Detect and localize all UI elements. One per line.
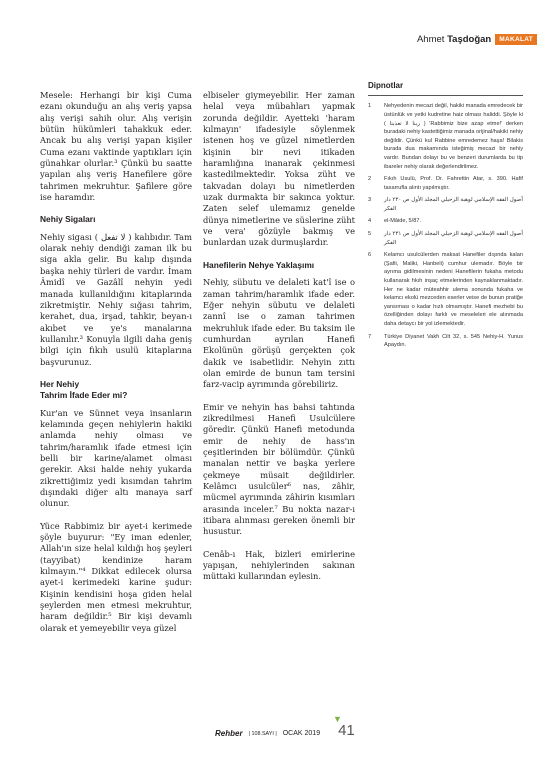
paragraph: Mesele: Herhangi bir kişi Cuma ezanı okunduğu an alış veriş yapsa alış verişi sahih olur. Alış verişin bütün hükümleri tahakkuk eder. Ancak bu alış verişi yapan kişiler Cuma ezanı vaktinde yaptıkları için günahkar olurlar.³ Çünkü bu saatte yapılan alış veriş Hanefilere göre tahrimen mekruhtur. Şafilere göre ise haramdır. [40,90,192,203]
section-heading: Her Nehiy Tahrim İfade Eder mi? [40,378,128,401]
paragraph: Yüce Rabbimiz bir ayet-i kerimede şöyle buyurur: "Ey iman edenler, Allah'ın size helal kıldığı hoş şeyleri (tayyibat) kendinize haram kılmayın."⁴ Dikkat edilecek olursa ayet-i kerimedeki karine şudur: Kişinin kendisini hoşa giden helal şeylerden men etmesi mekruhtur, haram değildir.⁵ Bir kişi devamlı olarak et yemeyebilir veya güzel [40,520,192,633]
column-2 [203,90,355,594]
page-number: 41 [338,722,355,739]
footnote-item [368,251,523,328]
footnote-number: 7 [368,333,372,340]
author-name: Ahmet Taşdoğan [416,34,492,45]
footnote-number: 2 [368,176,372,183]
issue-number: | 108.SAYI | [248,731,277,737]
footnote-item [368,175,523,192]
footnote-item [368,217,523,226]
footnote-text: أصول الفقه الإسلامي لوهبة الزحيلي المجلد الأول ص ٢٣١ دار الفكر [384,231,523,246]
footnote-number: 5 [368,231,372,238]
magazine-logo: Rehber [215,729,243,738]
footnote-text: el-Mâide, 5/87. [384,218,422,225]
column-1 [40,90,192,645]
paragraph: elbiseler giymeyebilir. Her zaman helal veya mübahları yapmak zorunda değildir. Ayetteki 'haram kılmayın' ifadesiyle söylenmek istenen hoş ve güzel nimetlerden kişinin bir nevi itikaden haramlığına inanarak çekinmesi kastedilmektedir. Yoksa züht ve takvadan dolayı bu nimetlerden uzak durmakta bir sakınca yoktur. Zaten selef ulemamız genelde dünya nimetlerine ve süslerine züht ve vera' gözüyle bakmış ve bunlardan uzak durmuşlardır. [203,90,355,248]
footnote-text: Nehyedenin mecazi değil, hakiki manada emredecek bir üstünlük ve yetki kudretine haiz olması haliddi. Şöyle ki ( ربنا لا تعذبنا ) 'Rabbimiz bize azap etme!' derken buradaki nehiy kastettiğimiz manada orijinal/hakiki nehiy değildir. Çünkü kul Rabbine emredemez haşa! Bilakis burada dua makamında isteğimiş mecazi bir nehiy vardır. Bundan dolayı bu ve benzeri durumlarda bu tip ibareler nehiy olarak değerlendirilmez. [384,103,524,170]
footnotes-column [368,80,523,354]
section-heading: Hanefilerin Nehye Yaklaşımı [203,259,315,270]
page-footer [215,714,355,739]
footnote-item [368,196,523,213]
footnote-item [368,102,523,171]
paragraph: Emir ve nehyin has bahsi tahtında zikredilmesi Hanefi Usulcülere göredir. Çünkü Hanefi metodunda emir de nehiy de hass'ın çeşitlerinden bir bölümdür. Çünkü manalan nettir ve başka yerlere çekmeye müsait değildirler. Kelâmcı usulcüler⁶ nas, zâhir, mücmel ayrımında zâhirin kısımları arasında inceler.⁷ Bu nokta nazar-ı itibara alınması gereken önemli bir husustur. [203,401,355,537]
footnote-text: Türkiye Diyanet Vakfı Cilt 32, s. 545 Nehiy-H. Yunus Apaydın. [384,333,523,349]
footnote-number: 6 [368,252,372,259]
paragraph: Nehiy, sübutu ve delaleti kat'î ise o zaman tahrim/haramlık ifade eder. Eğer nehyin sübutu ve delaleti zannî ise o zaman tahrimen mekruhluk ifade eder. Bu taksim ile cumhurdan ayrılan Hanefi Ekolünün görüşü gerçekten çok dakik ve isabetlidir. Nehyin zıttı olan emirde de bunun tam tersini farz-vacip ayrımında görebiliriz. [203,277,355,390]
footnotes-title: Dipnotlar [368,81,404,90]
paragraph: Cenâb-ı Hak, bizleri emirlerine yapışan, nehiylerinden sakınan müttaki kullarından eylesin. [203,548,355,582]
paragraph: Nehiy sigası ( لا تفعل ) kalıbıdır. Tam olarak nehiy dendiği zaman ilk bu siga akla gelir. Bu kalıp dışında başka nehiy türleri de vardır. İmam Âmidî ve Gazâlî nehyin yedi manada kullanıldığını kitaplarında zikretmiştir. Nehiy sığası tahrim, kerahet, dua, irşad, tahkir, beyan-ı akıbet ve ye's manalarına kullanılır.³ Konuyla ilgili daha geniş bilgi için fıkıh usulü kitaplarına başvurunuz. [40,231,192,367]
page-header [417,34,537,45]
footnote-number: 4 [368,218,372,225]
footnote-list [368,102,523,349]
footnote-text: Kelamcı usulcülerden maksat Hanefiler dışında kalan (Şafii, Maliki, Hanbeli) cumhur ulemadır. Böyle bir ayrıma gidilmesinin nedeni Hanefilerin fukaha metodu kullanarak fıkıh inşaç etmelerinden kaynaklanmaktadır. Her ne kadar müteahhir ulema sonunda fukaha ve kelamcı ekolü mezceden eserler veise de bunun pratiğe yansıması o kadar hızlı olmamıştır. Hanefi mezhebi bu özelliğinden dolayı farklı ve meseleleri ele alınmada daha detaycı bir yol izlemektedir. [384,252,523,327]
section-heading: Nehiy Sigaları [40,214,96,225]
section-tag: MAKALAT [495,34,537,45]
footnote-number: 3 [368,197,372,204]
footnote-number: 1 [368,103,372,110]
divider [368,95,523,96]
footnote-item [368,333,523,350]
triangle-marker-icon: ▼ [333,714,342,724]
paragraph: Kur'an ve Sünnet veya insanların kelamında geçen nehiylerin hakiki anlamda nehiy olması ve tahrim/haramlık ifade etmesi için belli bir karine/alamet olması gerekir. Aksi halde nehiy yukarda zikrettiğimiz yedi kısımdan tahrim dışındaki diğer altı manaya sarf olunur. [40,407,192,509]
footnote-text: Fıkıh Usulü, Prof. Dr. Fahrettin Atar, s. 390. Hafif tasarrufla alıntı yapılmıştır. [384,176,523,191]
issue-date: OCAK 2019 [282,730,321,737]
footnote-item [368,230,523,247]
footnote-text: أصول الفقه الإسلامي لوهبة الزحيلي المجلد الأول ص ٢٣٠ دار الفكر [384,197,523,212]
